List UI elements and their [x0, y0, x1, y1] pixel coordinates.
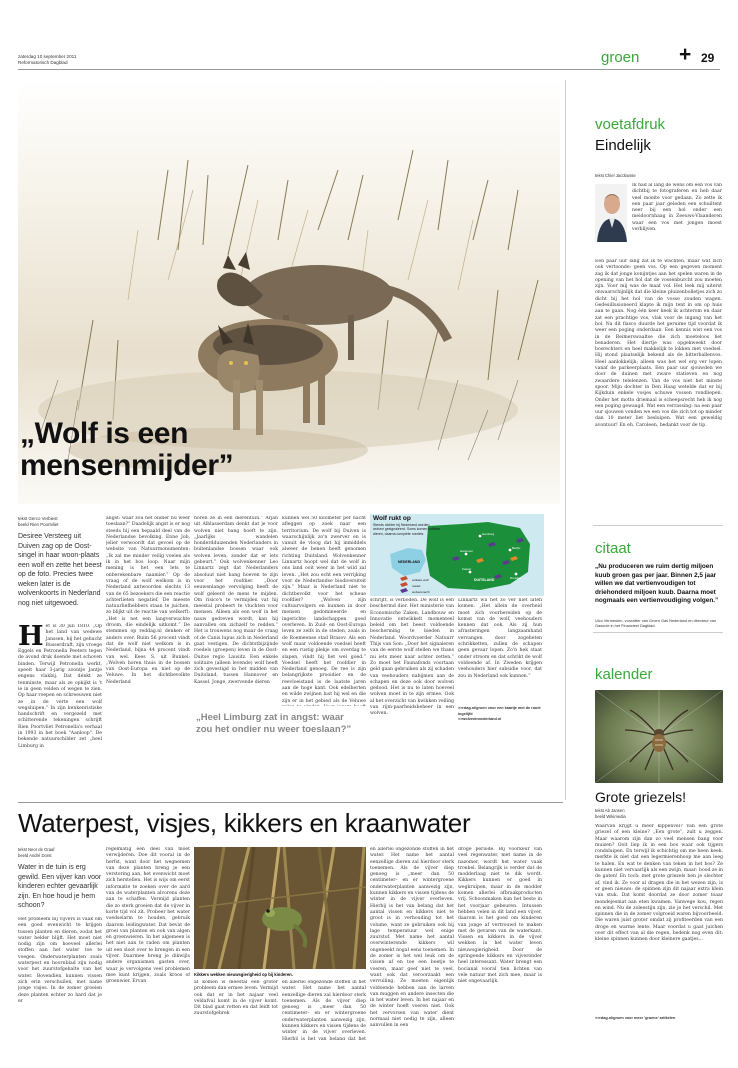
wolf-pullquote: „Heel Limburg zat in angst: waar zou het ondier nu weer toeslaan?”	[196, 712, 352, 735]
map-legend-solitary: solitaire wolf	[412, 578, 429, 582]
wolf-map	[370, 514, 544, 596]
citaat-source: Ulco Vermeulen, voorzitter van Groen Gas Nederland en directeur van Gasunie in het Financieel Dagblad.	[595, 618, 717, 629]
map-country-de: DUITSLAND	[474, 578, 495, 582]
frog-caption: Kikkers wekken nieuwsgierigheid op bij kinderen.	[194, 972, 293, 977]
voetafdruk-body-top: Ik had al lang de wens om een vos van dichtbij te fotograferen en heb daar veel moeite voor gedaan. Zo zette ik een paar jaar geleden een schuiltent neer bij een hol onder een meidoornhaag in Zeeuws-Vlaanderen waar een vos met jongen moest verblijven.	[632, 183, 722, 233]
waterpest-col2-text: regelmatig een deel van moet verwijderen. Doe dit vooral in de herfst, want door het wegnemen van deze planten breng je een verstoring aan, het evenwicht moet zich herstellen. Het is wijs om eerst informatie te zoeken over de aard van de waterplanten alvorens deze aan te schaffen. Vermijd planten die zo sterk groeien dat de vijver in korte tijd vol zit. Probeer het water voedselarm te houden, gebruik daarom leidingwater. Dat bevat de groei van planten en ook van algen en groenwieren. In het algemeen is het niet aan te raden om planten uit een sloot over te brengen in een vijver. Daarmee breng je dikwijls andere organismen gasten over, waar je vervolgens veel problemen mee kunt krijgen, zoals kroos of groenwier. Ervan	[106, 847, 190, 985]
voetafdruk-title: Eindelijk	[595, 137, 651, 154]
header-date: zaterdag 10 september 2011	[18, 54, 77, 59]
map-legend-pack: roedel	[412, 584, 421, 588]
wolf-col4-text: kunnen wel 50 kilometer per nacht afleggen op zoek naar een territorium. De wolf bij Duiven is waarschijnlijk zo'n zwerver en is vanuit de vloog dat hij inmiddels alweer de benen heeft genomen richting Duitsland. Wolvenkenner Linnartz hoopt wel dat de wolf in ons land ooit weer in het wild zal leven. „Het zou echt een verrijking voor de Nederlandse biodiversiteit zijn.” Maar is Nederland niet te dichtbevolkt voor het scheue roofdier? „Wolven zijn cultuurvolgers en kunnen in door mensen gedomineerde en ingerichte landschappen goed overleven. In Zuid- en Oost-Europa leven ze zelfs in de steden, zoals in de Roemeense stad Brasov. Als een wolf maar voldoende voedsel heeft en een rustig plekje om overdag te slapen, vindt hij het wel goed.” Voedsel heeft het roofdier in Nederland genoeg. De ree is zijn belangrijkste prooidier en de reevloeistand is de laatste jaren aan de hoge kant. Ook edelherten en wilde zwijnen lust hij wel en die zijn er in het gebied als de Veluwe	[282, 516, 366, 704]
waterpest-col4b-text: en allerlei ongezonde stoffen in het water. Het name het aantal eenzellige dieren zal hierdoor sterk toenemen. Als de vijver diep genoeg is „meer dan 50 centimeter– en er wintergroene onderwaterplanten aanwezig zijn, kunnen kikkers en vissen tijdens de winter in de vijver overleven. Hierbij is het van belang dat het aantal vissen en kikkers niet te groot is in verhouding tot het volume, want ze gebruiken ook bij lage temperatuur wel enige zuurstof. Met name het aantal overwinterende kikkers wil ongeneekt nogal eens toenemen. In de zomer is het wel leuk om de vissen af en toe een beetje te voeren, maar geef niet te veel, want ook dat veroorzaakt een vervuiling. Ze moeten eigenlijk voldoende hebben aan de larven van muggen en andere insecten die in het water leven. In het najaar en de winter hoeft voeren niet. Ook het vervorsen van water dient normaal niet nodig te zijn, alleen aanvullen in een	[370, 847, 454, 1029]
map-city-kassel: Kassel	[462, 567, 472, 571]
spider-photo	[595, 690, 723, 783]
wolf-link-2[interactable]: >>wolveninnederland.nl	[458, 717, 502, 721]
waterpest-col3-text: af komen is meestal een groter probleem dan ermee leven. Vermijd ook dat er in het najaar veel veldafval komt in de vijver komt. Dit blad gaat rotten en dat leidt tot zuurstofgebrek	[194, 980, 278, 1017]
map-country-nl: NEDERLAND	[398, 560, 420, 564]
citaat-kicker: citaat	[595, 540, 631, 557]
waterpest-credit-image: beeld André Dorst	[18, 852, 52, 858]
kalender-credit-image: beeld Wikimedia	[595, 813, 626, 819]
map-title: Wolf rukt op	[373, 515, 411, 522]
waterpest-col5-text: droge periode. Bij voorkeur van veel regenwater, met name in de nazomer, wordt het water vaak troebel. Belangrijk is verder dat de modderlaag niet te dik wordt. Kikkers kunnen er goed in wegkruipen, maar in de modder komen allerlei afbraakproducten vrij. Schoonmaken kun het beste in het voorjaar gebeuren. Intussen hebben velen in dit land een vijver, daarom is het goed om kinderen van jonge af vertrouwd te maken met de gevaren van de waterkant. Vissen en kikkers in de vijver wekken in het water leven nieuwsgierigheid. Door de springende kikkers en vijveronder heel interessant. Water brengt een bocianal vooral tien lichten van vele natuur met zich mee, maar is niet ongevaarlijk.	[458, 847, 542, 985]
frog-photo	[194, 847, 366, 969]
wolf-col6-text: Linnartz wil het zo ver niet laten komen. „Het allein de overheid moet zich voorbereiden op de komst van de wolf, veehouders kennen dat ook. Als zij hun afrasteringen langzaamhand vervangen door zogeheten schrikketten, zullen de schapen geen gevaar lopen. Zo'n hek staat onder stroom en dat schrikt de wolf voldoende af. In Zweden krijgen veehouders hier subsidie voor, dat zou in Nederland ook kunnen.”	[458, 598, 542, 679]
map-city-hannover: Hannover	[460, 549, 474, 553]
waterpest-col1-text: Het probleem bij vijvers is vaak om een goed evenwicht te krijgen tussen planten en dieren, zodat het water helder blijft. Het moet niet nodig zijn om hoeveel allerlei stoffen aan het water toe te voegen. Onderwaterplanten zoals waterpest en hoornblad zijn nodig voor het zuurstofgehalte van het water. Bovendien kunnen vissen zich erin verschuilen, met name jonge visjes. In de zomer groeien deze planten echter zo hard dat je er	[18, 917, 102, 1004]
wolf-headline-line1: „Wolf is een	[20, 417, 189, 450]
map-subtitle: Steeds dichter bij Nederland worden wolven gesignaleerd. Soms komen solitaire dieren, daarna complete roedels.	[373, 523, 441, 536]
voetafdruk-kicker: voetafdruk	[595, 116, 666, 133]
wolf-credit-image: beeld Rien Poortvliet	[18, 522, 59, 527]
map-city-hamburg: Hamburg	[482, 532, 495, 536]
author-photo	[595, 184, 627, 242]
wolf-headline-line2: mensenmijder”	[20, 449, 234, 482]
page-number: 29	[701, 51, 715, 65]
kalender-credit-text: tekst Ab Jansen	[595, 808, 625, 813]
voetafdruk-body: Een paar uur lang zat ik te wachten, maar wat zich ook vertoonde: geen vos. Op een gegeven moment zag ik dat jonge konijntjes aan het spelen waren in de opening van het hol dat de vossenburcht zou moeten zijn. Voor mij was de maat vol. Het leek mij uiterst onwaarschijnlijk dat die kleine pluizenbolletjes zich zo dicht bij het hol van de vosse zouden wagen. Gedesillusioneerd klapte ik mijn tent in om op huis aan te gaan. Nog één keer keek ik achterom en daar zat een prachtige vos, vlak voor de ingang van het hol. Na dit fiasco duurde het geruime tijd voordat ik weer een poging onderdaan. Een kennis wist een vos in de Reimerswaaltse die zich moeteloos liet benaderen. Het diertje was opgekweekt door bosrechters en heel makkelijk te lokken met voedsel. Hij stond plaatselijk bekend als de bitterballenvos. Heel aanlokkelijk; alleen was het wel erg ver lopen vanaf de parkeerplaats. Een paar uur sjouwden we door de duinen met zware statieven en nog zwaardere telelenzen. Van de vos niet het minste spoor. Mijn dochter in Den Haag wetelde dat er bij Kijkduin enkele vosjes schuwe vossen rondliepen. Onder het motto driemaal is scheepsrecht heb ik nog een poging gewaagd. Wat een verrassing: na een paar uur sjouwen vonden we een vos die zich tot op minder dan 10 meter liet besluipen. Wat een geweldig avontuur! En eh, Caroleen, bedankt voor de tip.	[595, 259, 722, 428]
waterpest-credit-text: tekst Neor de Graaf	[18, 847, 55, 852]
kalender-kicker: kalender	[595, 666, 653, 683]
map-city-berlijn: Berlijn	[512, 546, 521, 550]
kalender-body: Waarvan krijgt u meer kippenvel? Van een grote griezel of een kleine? „Een grote”, zult u zeggen. Maar waarom zijn dan zo veel mensen bang voor muizen? Ooit liep ik in een bos waar ook tijgers rondsluipen. En terwijl ik schichtig om me heen keek, merkte ik niet dat een legermierenhoop me aan leeg te halen. En wat te denken van teken in het bos? Ze kunnen niet vervaarlijk als een zwijn, maar: bood ze in de gaten! En toch: met grote griezels ben je slechter af, vind ik. Ze voor al dragen die in het wezen zijn, is er geen nieuws: de spinnen zijn dit najaar extra klein van stuk. Dat komt doordat ze door zomer toaar mondejesmat aan eten kwamen. Vanwege kou, regen en wind. Nu de zoleestijn zijn, zie je het verschil. Met spinnen die in de zomer volgroeid waren bijvoorbeeld. Die waren juist groter omdat zij profiteerden van een droge en warme lente. Maar voordat u gaat juichen over dit effect van al die regen, bedenk nog even dit: kleine spinnen kunnen door kleinere gaatjes...	[595, 824, 723, 943]
wolf-col5-text: schrijft, is verboden. De wolf is een beschermd dier. Het ministerie van Economische Zaken, Landbouw en Innovatie ontwikkelt momenteel beleid om het beest voldoende bescherming te bieden in Nederland. Woordvoerder Natuurr Thijs van Son: „Door het signaleren van de eerste wolf stellen we thans nu iets meer naar achter zetten.” Zo moet het Faunafonds voortaan geld gaan gebruiken als zij schaden van veehouders nabijmen aan de schapen en deze ook door wolven gedood. Het is nu te laten hoeveel wolven moet in te zijn ermee. Ook al het overzicht van kwikken veiling van rijm-paarheidsbeheer in een wolven.	[370, 598, 454, 717]
wolf-lead: Desiree Versteeg uit Duiven zag op de Oost-singel in haar woon-plaats een wolf en zette het beest op de foto. Precies twee weken later is de wolvenkoorts in Nederland nog niet uitgewoed.	[18, 533, 102, 607]
map-legend-tracks: wolvenmerch	[412, 590, 430, 594]
section-name: groen	[601, 49, 640, 66]
kalender-title: Grote griezels!	[595, 789, 687, 805]
wolf-credit-text: tekst Gerco Verbiest	[18, 516, 58, 521]
map-city-dresden: Dresden	[510, 576, 522, 580]
citaat-quote: „Nu produceren we ruim dertig miljoen kuub groen gas per jaar. Binnen 2,5 jaar willen we dat vertienvoudigen tot driehonderd miljoen kuub. Daarna moet nogmaals een vertienvoudiging volgen.”	[595, 563, 719, 605]
kalender-link[interactable]: >>rdag.nl/groen voor meer 'groene' artikelen	[595, 1016, 676, 1020]
wolf-link-1[interactable]: >>rdag.nl/groen voor een kaartje met de route ingelijfd	[458, 706, 541, 716]
wolf-dropcap: H	[18, 624, 44, 652]
wolf-col1-text: et is 30 juli 1810. „Op het land van wedewe Janssen, bij het gehucht Busserdraft, zijn vroege Eggels en Petronella Peeters tegen de avond druk doende met schoven binden. Terwijl Petronella werkt, speelt haar 3-jarig zoontje Jantje engens vlakbij. Dat dénkt ze tenminste, maar als ze opkijkt is 't ie in geen velden of wegen te zien. Op haar roepen en schreeuwen niet ze in de verte een wolf wegsluipen.” In zijn kenkenristiske handschrift en vergezeld met schitterende tekeningen schrijft Rien Poortvliet Petronella's verhaal in 1993 in het boek "Aanloop". De bekende natuurschilder zet „heel Limburg in	[18, 624, 102, 749]
wolf-col2-text: angst: waar zou het ondier nu weer toeslaan?” Daadelijk angst is er nog steeds bij een bepaald deel van de Nederlandse bevolking. Enne Job, jelier verwoordt dat gevoel op de website van Natuurmonumenten: „Ik zal me minder veilig voelen als ik in het bos loop. Naar mijn mening is het een lets te onberekenbare naamier.” Op de vraag of de wolf welkom is in Nederland antwoorden slechts 13 van de 65 bezoekers die een reactie achterlieten negatief. De meeste natuurliefhebbers staan te juichen, zo blijkt uit de reactie van welkerft: „Het is net een langverwachte droom, die eindelijk uitkomt.” De stemmen op reddag.nl denken er anders over. Ruim 56 procent vindt dat de wolf niet welkom is in Nederland, bijna 44 procent vindt van wel. Kees S. uit Bunkel: „Wolven horen thuis in de bossen van Oost-Europa en niet op de Veluwe. In het dichtbevolkte Nederland	[106, 516, 190, 685]
waterpest-col4-text: en allerlei ongezonde stoffen in het water. Het name het aantal eenzellige dieren zal hierdoor sterk toenemen. Als de vijver diep genoeg is „meer dan 50 centimeter– en er wintergroene onderwaterplanten aanwezig zijn, kunnen kikkers en vissen tijdens de winter in de vijver overleven. Hierbij is het van belang dat het	[282, 980, 366, 1040]
waterpest-lead: Water in de tuin is erg gewild. Een vijver kan voor kinderen echter gevaarlijk zijn. En hoe houd je hem schoon?	[18, 864, 102, 909]
voetafdruk-credit: tekst Chiel Jacobusse	[595, 173, 636, 178]
wolf-col3-text: horen ze in een dierentuin.” Arjan uit Alblasserdam denkt dat je voor wolven niet bang hoeft te zijn. „Jaarlijks wandelen honderdduizenden Nederlanders in buitenlandse bossen waar ook wolven leven, zonder dat er iets gebeurt.” Ook wolvenkenner Leo Linnartz zegt dat Nederlanders absoluut niet bang hoeven te zijn voor het roofdier. „Door eeuwenlange vervolging heeft de wolf geleerd de mens te mijden. Om risico's te vermijden vat hij meestal probeert te vluchten voor mensen. Alleen als een wolf in het nauw gedreven wordt, kan hij aanvallen om zichzelf te redden.” Het is trouwens nog maar de vraag of de Canis lupus zich in Nederland gaat vestigen. De dichtstbijzijnde roedels (groepen) leven in de Oost-Duitse regio Lausitz. Een enkele solitaire (alleen levende) wolf heeft zich gevestigd in het midden van Duitsland, tussen Hannover en Kassel. Jonge, zwervende dieren	[194, 516, 278, 685]
plus-icon: +	[679, 43, 692, 66]
waterpest-headline: Waterpest, visjes, kikkers en kraanwater	[18, 808, 471, 838]
header-paper: Reformatorisch Dagblad	[18, 60, 68, 65]
